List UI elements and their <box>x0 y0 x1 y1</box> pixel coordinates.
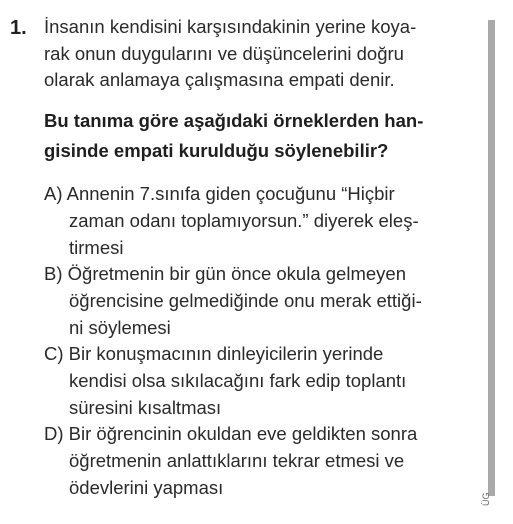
question-block <box>10 14 480 502</box>
option-b-line: B) Öğretmenin bir gün önce okula gelmeyen <box>44 263 406 285</box>
option-d-line: öğretmenin anlattıklarını tekrar etmesi ve <box>69 450 405 472</box>
question-prompt-line: Bu tanıma göre aşağıdaki örneklerden han- <box>44 110 424 132</box>
question-header <box>10 14 480 94</box>
question-prompt <box>44 106 480 166</box>
option-a[interactable] <box>44 181 480 261</box>
option-a-line: A) Annenin 7.sınıfa giden çocuğunu “Hiçbir <box>44 183 395 205</box>
answer-options <box>44 181 480 501</box>
option-b-line: ni söylemesi <box>69 316 171 338</box>
option-d-line: ödevlerini yapması <box>69 476 224 498</box>
question-prompt-line: gisinde empati kurulduğu söylenebilir? <box>44 140 389 162</box>
question-text-line: İnsanın kendisini karşısındakinin yerine koya- <box>44 16 417 37</box>
option-a-line: zaman odanı toplamıyorsun.” diyerek eleş- <box>69 209 419 231</box>
option-d[interactable] <box>44 421 480 501</box>
question-number: 1. <box>10 17 27 39</box>
side-page-mark: ÜG <box>481 492 491 506</box>
option-c[interactable] <box>44 341 480 421</box>
option-c-line: kendisi olsa sıkılacağını fark edip toplantı <box>69 370 407 392</box>
option-c-line: süresini kısaltması <box>69 396 222 418</box>
option-d-line: D) Bir öğrencinin okuldan eve geldikten sonra <box>44 423 418 445</box>
question-text-line: rak onun duygularını ve düşüncelerini doğru <box>44 42 404 64</box>
option-b[interactable] <box>44 261 480 341</box>
question-text-line: olarak anlamaya çalışmasına empati denir. <box>44 69 395 91</box>
side-divider-bar <box>488 20 495 496</box>
question-text <box>44 14 416 94</box>
option-c-line: C) Bir konuşmacının dinleyicilerin yerinde <box>44 343 384 365</box>
option-a-line: tirmesi <box>69 236 124 258</box>
option-b-line: öğrencisine gelmediğinde onu merak ettiği- <box>69 289 422 311</box>
